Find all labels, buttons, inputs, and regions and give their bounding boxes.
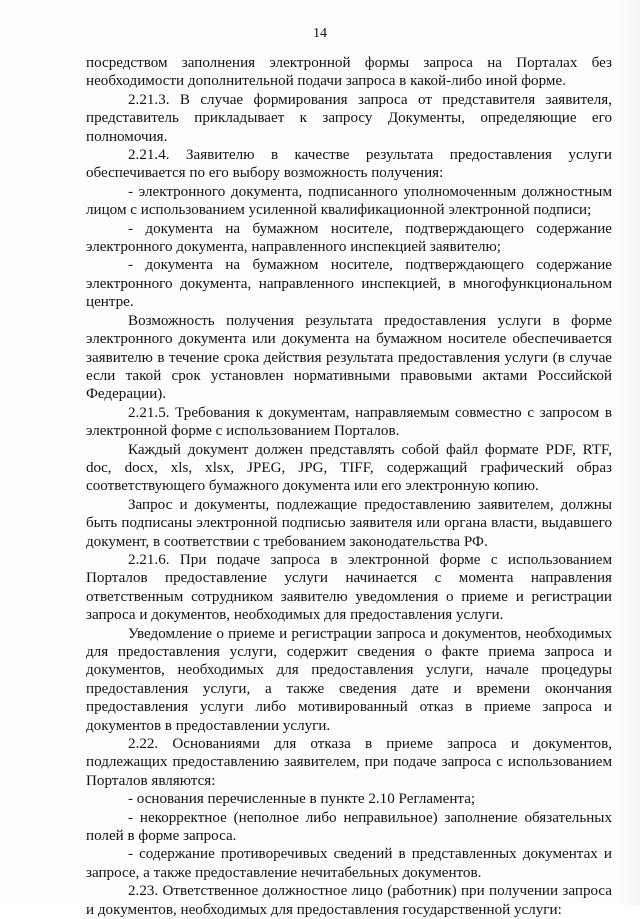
- paragraph: 2.21.6. При подаче запроса в электронной форме с использованием Порталов предоставление услуги начинается с момента направления ответственным сотрудником заявителю уведомления о приеме и регистрации запроса и документов, необходимых для предоставления услуги.: [86, 551, 612, 624]
- paragraph: 2.22. Основаниями для отказа в приеме запроса и документов, подлежащих предоставлению заявителем, при подаче запроса с использованием Порталов являются:: [86, 736, 612, 789]
- list-item: - документа на бумажном носителе, подтверждающего содержание электронного документа, направленного инспекцией заявителю;: [86, 220, 612, 256]
- scan-edge-shadow: [618, 0, 640, 905]
- page-number: 14: [313, 26, 327, 41]
- paragraph: Уведомление о приеме и регистрации запроса и документов, необходимых для предоставления услуги, содержит сведения о факте приема запроса и документов, необходимых для предоставления услуги, начале процедуры предоставления услуги, а также сведения дате и времени окончания предоставления услуги либо мотивированный отказ в приеме запроса и документов в предоставлении услуги.: [86, 625, 612, 734]
- paragraph: Каждый документ должен представлять собой файл формате PDF, RTF, doc, docx, xls, xlsx, JPEG, JPG, TIFF, содержащий графический образ соответствующего бумажного документа или его электронную копию.: [86, 441, 612, 495]
- paragraph: 2.21.4. Заявителю в качестве результата предоставления услуги обеспечивается по его выбору возможность получения:: [86, 147, 612, 182]
- document-body: [86, 54, 612, 919]
- paragraph: 2.23. Ответственное должностное лицо (работник) при получении запроса и документов, необходимых для предоставления государственной услуги:: [86, 883, 612, 918]
- paragraph: 2.21.3. В случае формирования запроса от представителя заявителя, представитель прикладывает к запросу Документы, определяющие его полномочия.: [86, 91, 612, 145]
- paragraph: 2.21.5. Требования к документам, направляемым совместно с запросом в электронной форме с использованием Порталов.: [86, 404, 612, 440]
- paragraph: Запрос и документы, подлежащие предоставлению заявителем, должны быть подписаны электронной подписью заявителя или органа власти, выдавшего документ, в соответствии с требованием законодательства РФ.: [86, 496, 612, 550]
- list-item: - электронного документа, подписанного уполномоченным должностным лицом с использованием усиленной квалификационной электронной подписи;: [86, 183, 612, 219]
- list-item: - основания перечисленные в пункте 2.10 Регламента;: [128, 791, 476, 808]
- paragraph: посредством заполнения электронной формы запроса на Порталах без необходимости дополнительной подачи запроса в какой-либо иной форме.: [86, 55, 612, 90]
- list-item: - содержание противоречивых сведений в представленных документах и запросе, а также предоставление нечитабельных документов.: [86, 846, 612, 881]
- list-item: - некорректное (неполное либо неправильное) заполнение обязательных полей в форме запроса.: [86, 809, 612, 845]
- list-item: - документа на бумажном носителе, подтверждающего содержание электронного документа, направленного инспекцией, в многофункциональном центре.: [86, 257, 612, 311]
- paragraph: Возможность получения результата предоставления услуги в форме электронного документа или документа на бумажном носителе обеспечивается заявителю в течение срока действия результата предоставления услуги (в случае если такой срок установлен нормативными правовыми актами Российской Федерации).: [86, 312, 612, 403]
